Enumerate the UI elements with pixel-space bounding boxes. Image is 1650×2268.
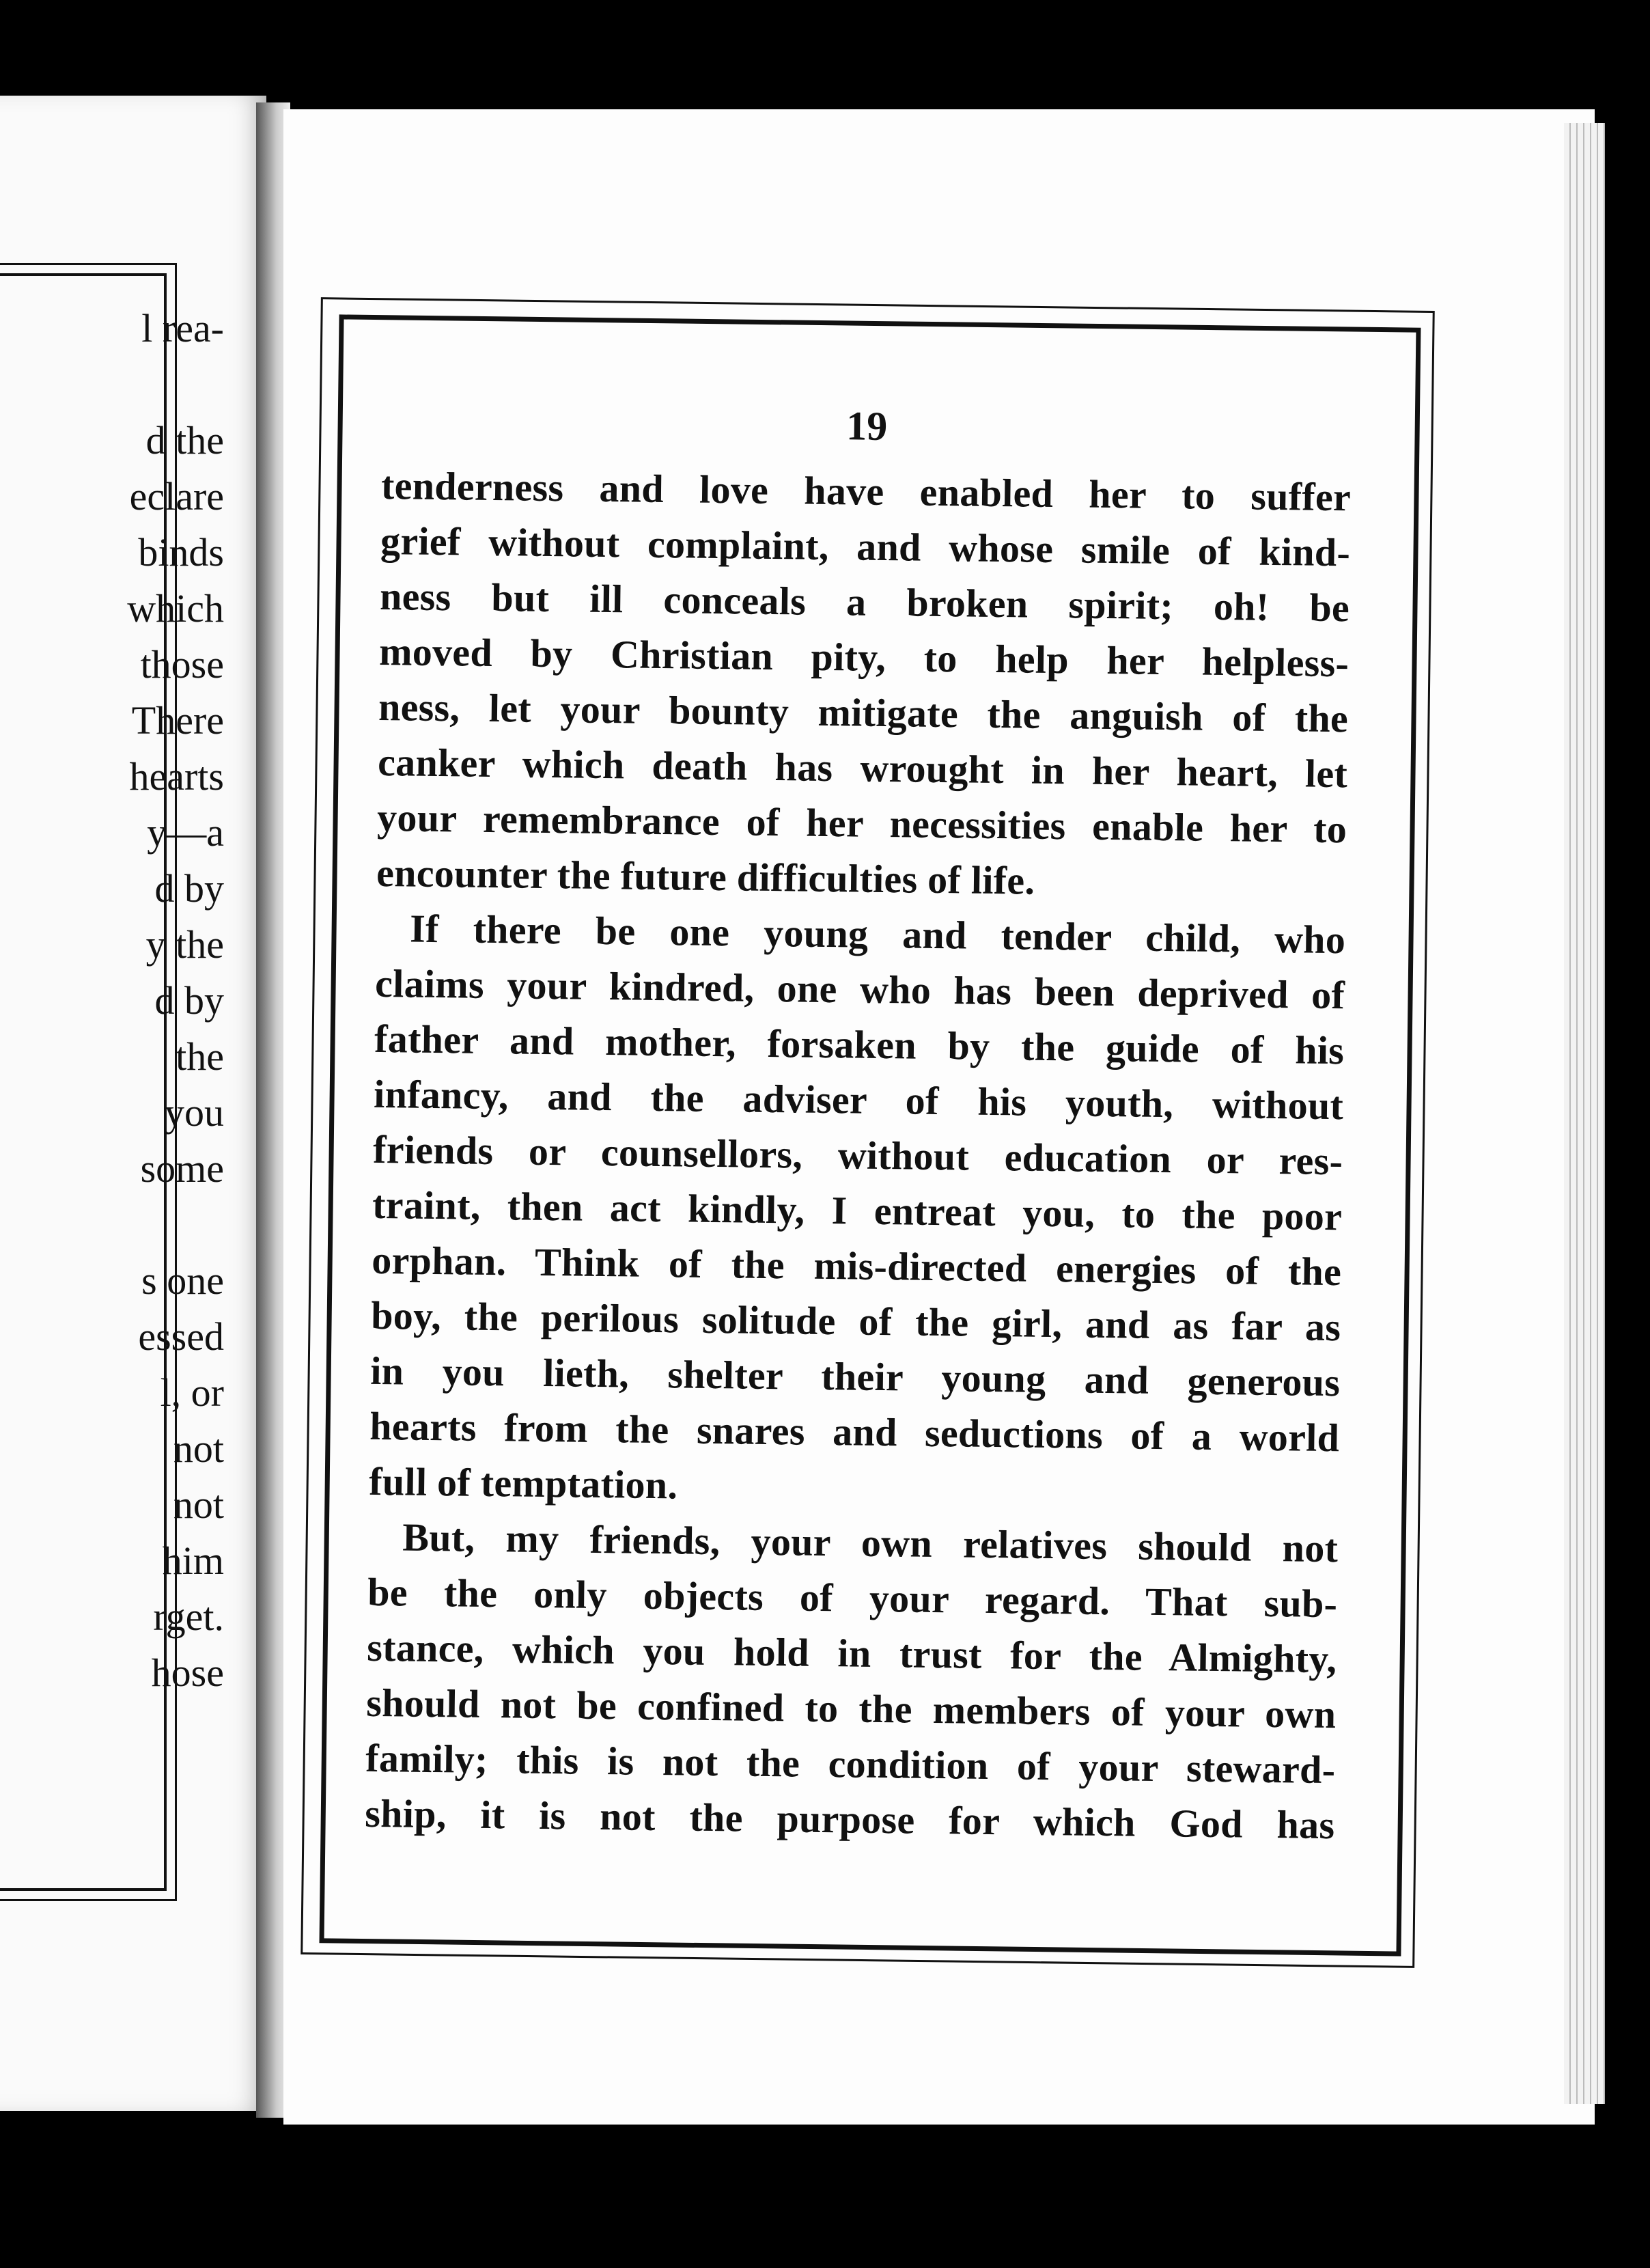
text-line: grief without complaint, and whose smile of kind- [380, 518, 1351, 575]
paragraph-1 [376, 458, 1352, 912]
page-text-block [365, 383, 1352, 1853]
text-line: canker which death has wrought in her heart, let [377, 739, 1348, 797]
text-line: traint, then act kindly, I entreat you, to the poor [372, 1182, 1343, 1239]
left-line: which [127, 586, 224, 631]
paragraph-3 [365, 1509, 1339, 1853]
left-line: d by [154, 866, 224, 911]
text-line: ness but ill conceals a broken spirit; oh! be [379, 573, 1350, 631]
text-line: your remembrance of her necessities enable her to [376, 794, 1347, 852]
text-line: ness, let your bounty mitigate the anguish of the [378, 684, 1349, 741]
text-line: boy, the perilous solitude of the girl, and as far as [370, 1292, 1341, 1350]
left-line: the [176, 1034, 224, 1079]
left-line [127, 1197, 224, 1253]
left-page-text [127, 301, 224, 1701]
left-line: d by [154, 978, 224, 1023]
left-line: l rea- [141, 306, 224, 350]
text-line: family; this is not the condition of your steward- [365, 1735, 1336, 1793]
text-line: full of temptation. [368, 1458, 678, 1508]
paragraph-2 [369, 900, 1346, 1521]
left-line: rget. [153, 1594, 224, 1639]
left-line: There [131, 698, 224, 743]
left-line [127, 357, 224, 413]
page-number: 19 [845, 403, 888, 450]
left-line: s one [141, 1258, 224, 1303]
left-line: y—a [147, 810, 224, 855]
text-line: If there be one young and tender child, who [409, 906, 1346, 963]
left-line: hearts [129, 754, 224, 799]
text-line: tenderness and love have enabled her to suffer [380, 462, 1352, 520]
text-line: But, my friends, your own relatives should not [402, 1515, 1339, 1571]
text-line: orphan. Think of the mis-directed energies of the [371, 1237, 1342, 1295]
left-line: y the [145, 922, 224, 967]
text-line: father and mother, forsaken by the guide of his [374, 1016, 1345, 1073]
text-line: be the only objects of your regard. That sub- [367, 1569, 1338, 1627]
left-line: you [165, 1090, 224, 1135]
page-edges [1564, 123, 1605, 2104]
text-line: ship, it is not the purpose for which God has [365, 1790, 1335, 1848]
left-line: not [173, 1426, 224, 1471]
left-line: d the [145, 418, 224, 462]
left-line: eclare [129, 474, 224, 518]
text-line: hearts from the snares and seductions of a world [369, 1403, 1340, 1461]
text-line: infancy, and the adviser of his youth, without [373, 1071, 1344, 1129]
left-page [0, 96, 266, 2111]
left-line: binds [138, 530, 224, 575]
left-line: those [140, 642, 224, 687]
text-line: friends or counsellors, without education or res- [372, 1126, 1343, 1184]
text-line: moved by Christian pity, to help her helpless- [378, 628, 1350, 686]
left-line: essed [138, 1314, 224, 1359]
left-line: l, or [160, 1370, 224, 1415]
text-line: in you lieth, shelter their young and generous [369, 1348, 1341, 1405]
text-line: should not be confined to the members of your own [365, 1680, 1337, 1737]
text-line: encounter the future difficulties of life. [376, 850, 1035, 903]
left-line: hose [151, 1650, 224, 1695]
text-line: claims your kindred, one who has been deprived of [374, 960, 1345, 1018]
left-line: some [140, 1146, 224, 1191]
left-line: not [173, 1482, 224, 1527]
left-line: him [162, 1538, 224, 1583]
text-line: stance, which you hold in trust for the Almighty, [366, 1624, 1337, 1682]
